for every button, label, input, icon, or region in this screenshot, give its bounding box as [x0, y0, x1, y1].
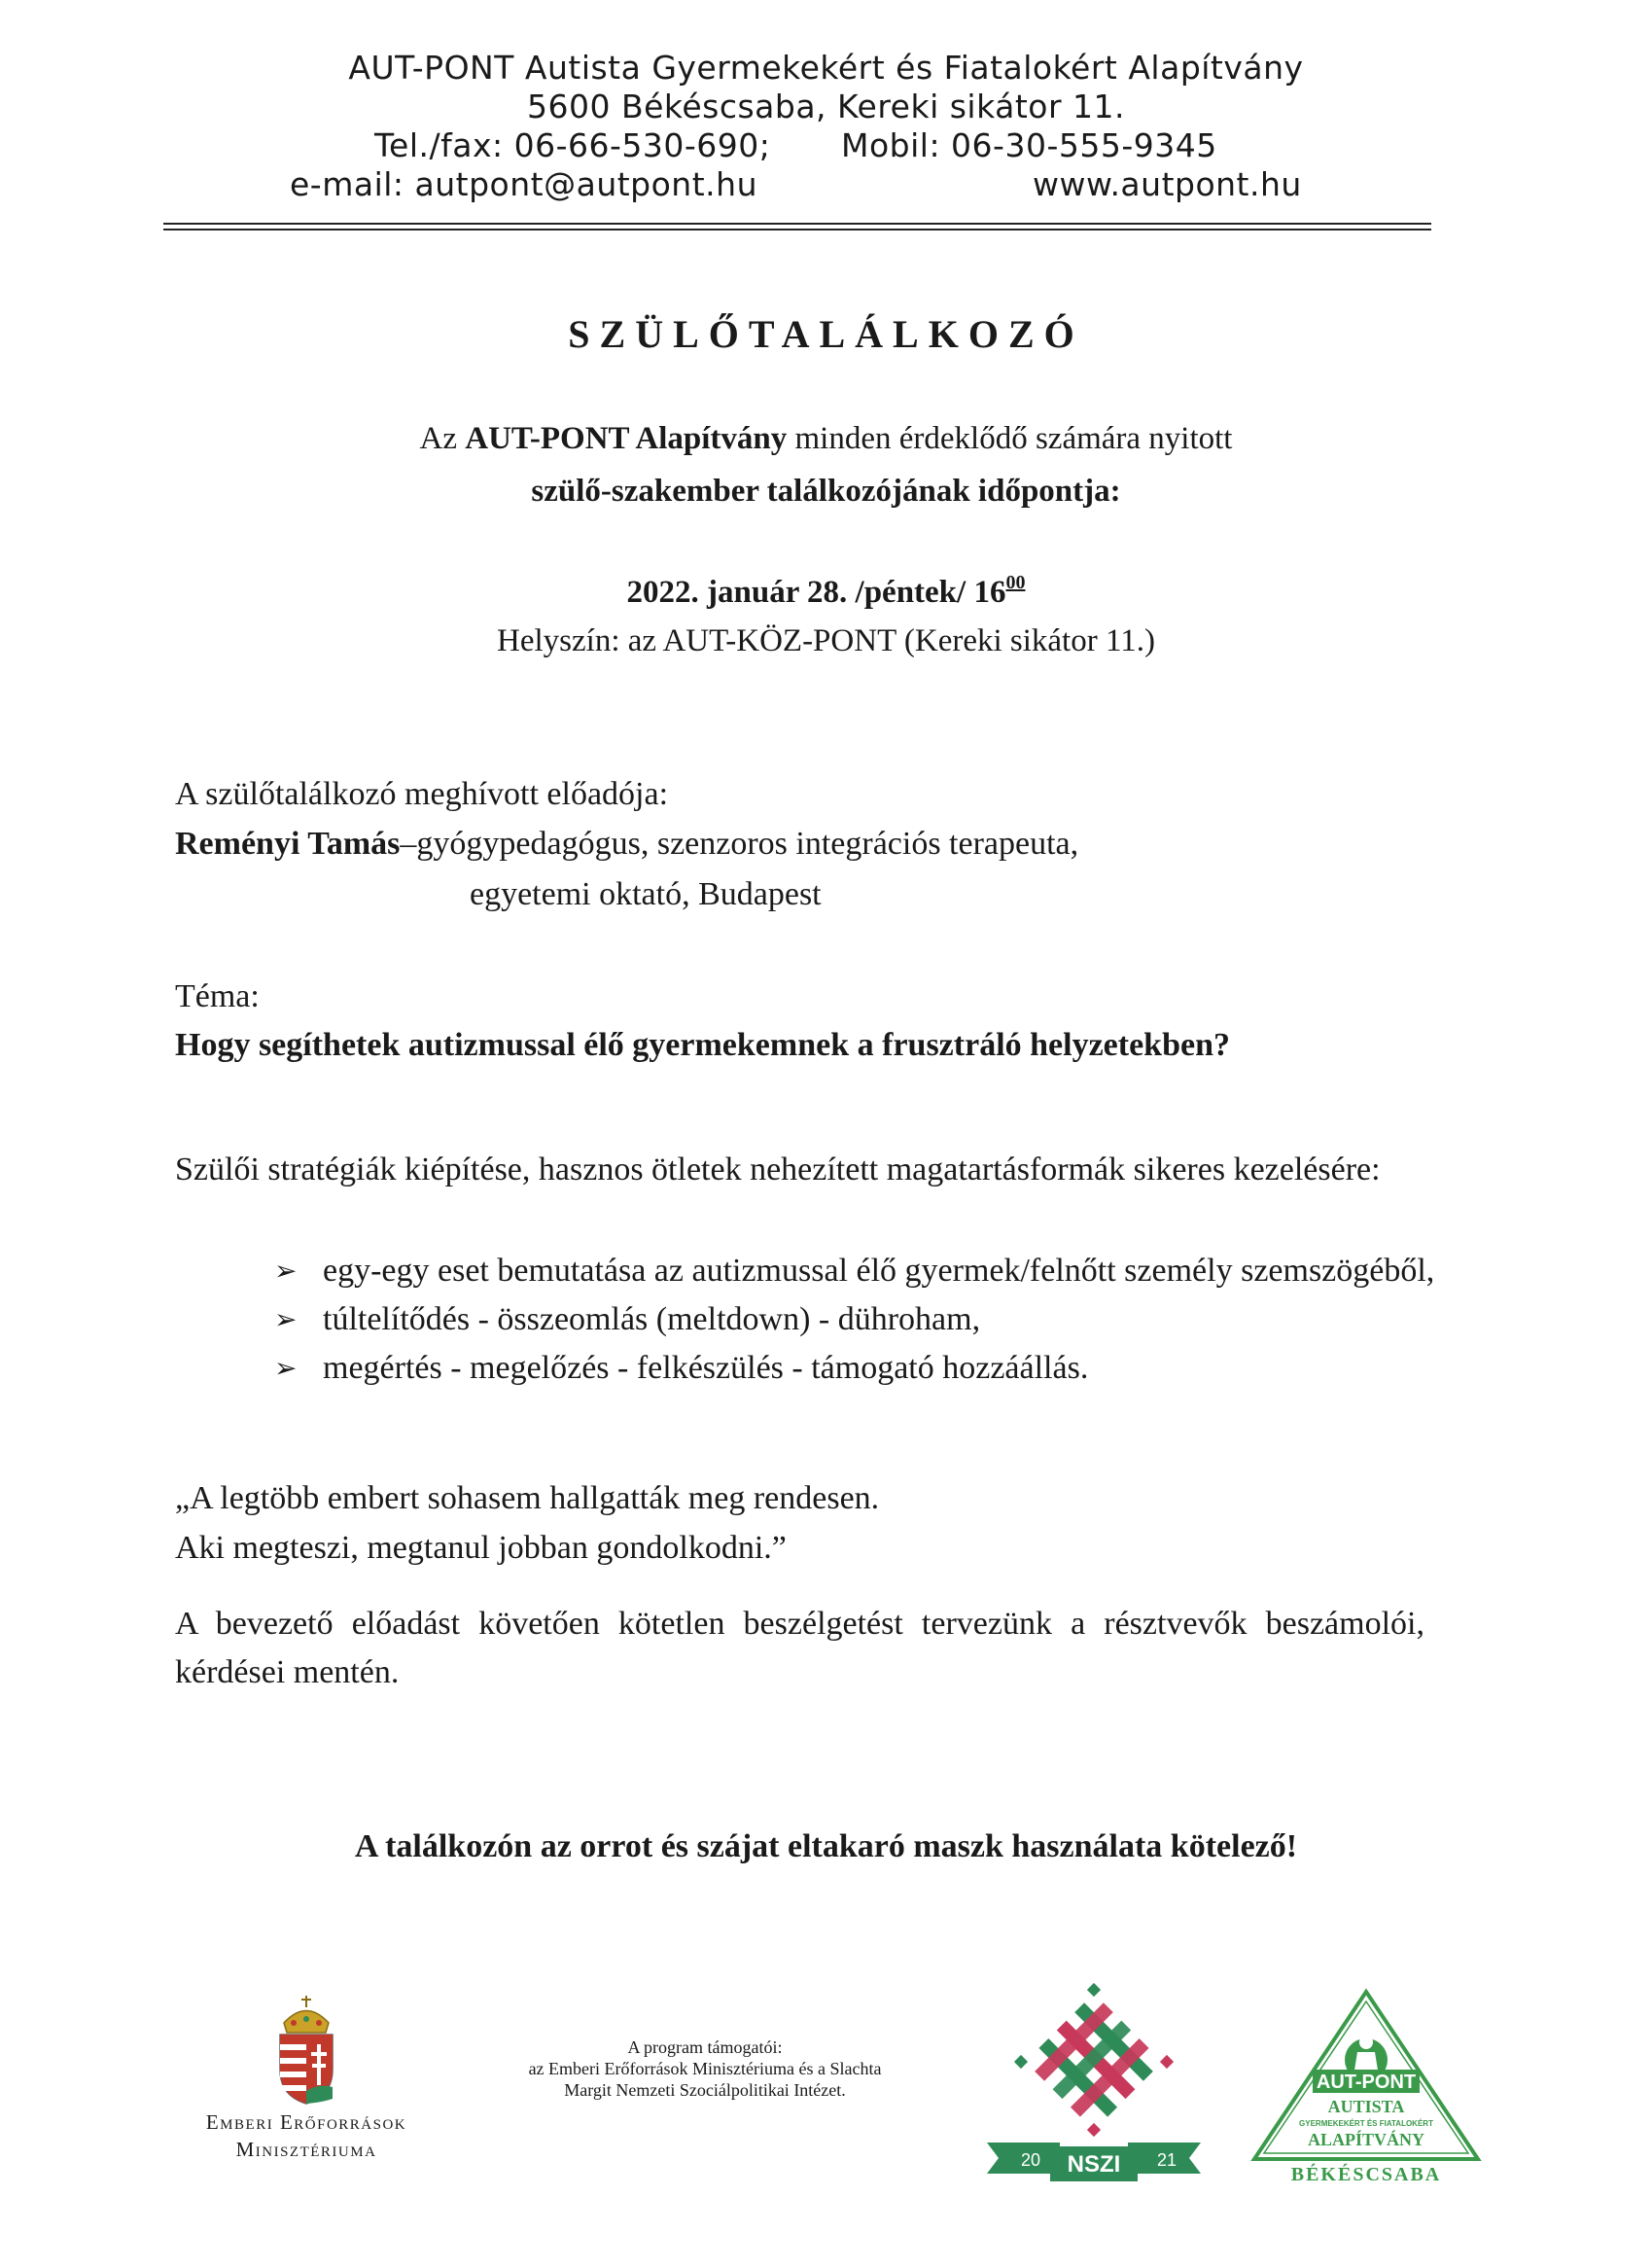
nszi-year-left: 20 [1021, 2150, 1041, 2170]
org-address: 5600 Békéscsaba, Kereki sikátor 11. [526, 88, 1126, 125]
autpont-logo-name: AUT-PONT [1316, 2072, 1417, 2093]
speaker-name: Reményi Tamás [175, 826, 401, 862]
nszi-year-right: 21 [1157, 2150, 1177, 2170]
org-name: AUT-PONT Autista Gyermekekért és Fiatalokért Alapítvány [348, 49, 1304, 87]
speaker-role-1: –gyógypedagógus, szenzoros integrációs terapeuta, [400, 826, 1079, 862]
speaker-role-2: egyetemi oktató, Budapest [470, 876, 822, 912]
event-time-minutes: 00 [1005, 572, 1026, 593]
bullet-arrow-icon: ➢ [274, 1352, 298, 1384]
event-date [0, 572, 1652, 611]
list-item: ➢ megértés - megelőzés - felkészülés - támogató hozzáállás. [274, 1344, 1470, 1393]
intro-org: AUT-PONT Alapítvány [465, 421, 788, 456]
page-title: SZÜLŐTALÁLKOZÓ [568, 312, 1084, 356]
sponsor-line-1: A program támogatói: [627, 2037, 783, 2057]
list-item: ➢ egy-egy eset bemutatása az autizmussal élő gyermek/felnőtt személy szemszögéből, [274, 1247, 1470, 1295]
letterhead [0, 49, 1652, 204]
sponsor-line-3: Margit Nemzeti Szociálpolitikai Intézet. [564, 2080, 846, 2100]
nszi-logo [977, 1979, 1211, 2183]
intro-suffix: minden érdeklődő számára nyitott [787, 421, 1233, 456]
speaker-line [175, 820, 1078, 868]
autpont-logo-city: BÉKÉSCSABA [1290, 2164, 1442, 2185]
list-item: ➢ túltelítődés - összeomlás (meltdown) - dühroham, [274, 1295, 1470, 1344]
quote-line-2: Aki megteszi, megtanul jobban gondolkodni.” [175, 1530, 787, 1566]
emmi-line-2: Minisztériuma [235, 2138, 377, 2161]
speaker-label: A szülőtalálkozó meghívott előadója: [175, 776, 669, 812]
strategies-list [274, 1247, 1470, 1393]
nszi-logo-graphic [977, 1979, 1211, 2183]
autpont-logo-line3: ALAPÍTVÁNY [1307, 2130, 1425, 2149]
autpont-logo [1245, 1984, 1488, 2188]
emmi-logo-text [165, 2108, 447, 2163]
phone-row [0, 126, 1652, 165]
autpont-logo-line2: GYERMEKEKÉRT ÉS FIATALOKÉRT [1299, 2119, 1433, 2128]
mobile: Mobil: 06-30-555-9345 [841, 126, 1217, 164]
event-location: Helyszín: az AUT-KÖZ-PONT (Kereki sikátor 11.) [497, 623, 1155, 658]
contact-row [0, 165, 1652, 204]
letterhead-divider-bottom [163, 229, 1431, 230]
quote-line-1: „A legtöbb embert sohasem hallgatták meg rendesen. [175, 1480, 880, 1516]
sponsor-line-2: az Emberi Erőforrások Minisztériuma és a Slachta [528, 2059, 882, 2078]
event-date-text: 2022. január 28. /péntek/ 16 [626, 575, 1006, 610]
phone: Tel./fax: 06-66-530-690; [374, 126, 771, 164]
bullet-arrow-icon: ➢ [274, 1255, 298, 1287]
letterhead-divider-top [163, 223, 1431, 225]
nszi-label: NSZI [1067, 2151, 1121, 2178]
mask-notice: A találkozón az orrot és szájat eltakaró maszk használata kötelező! [354, 1828, 1298, 1864]
autpont-logo-graphic [1245, 1984, 1488, 2188]
hungarian-crest-icon [272, 1994, 340, 2106]
intro-prefix: Az [419, 421, 466, 456]
autpont-logo-line1: AUTISTA [1327, 2097, 1405, 2116]
sponsor-text [452, 2037, 958, 2101]
website[interactable]: www.autpont.hu [1033, 165, 1302, 203]
bullet-arrow-icon: ➢ [274, 1303, 298, 1335]
intro-line-2: szülő-szakember találkozójának időpontja: [531, 474, 1121, 509]
strategies-intro: Szülői stratégiák kiépítése, hasznos ötletek nehezített magatartásformák sikeres kezelésére: [175, 1151, 1381, 1187]
email[interactable]: e-mail: autpont@autpont.hu [290, 165, 757, 203]
topic-title: Hogy segíthetek autizmussal élő gyermekemnek a frusztráló helyzetekben? [175, 1027, 1230, 1063]
intro-line [0, 421, 1652, 457]
topic-label: Téma: [175, 978, 260, 1014]
closing-paragraph: A bevezető előadást követően kötetlen beszélgetést tervezünk a résztvevők beszámolói, kérdései mentén. [175, 1606, 1424, 1690]
emmi-line-1: Emberi Erőforrások [205, 2110, 407, 2134]
